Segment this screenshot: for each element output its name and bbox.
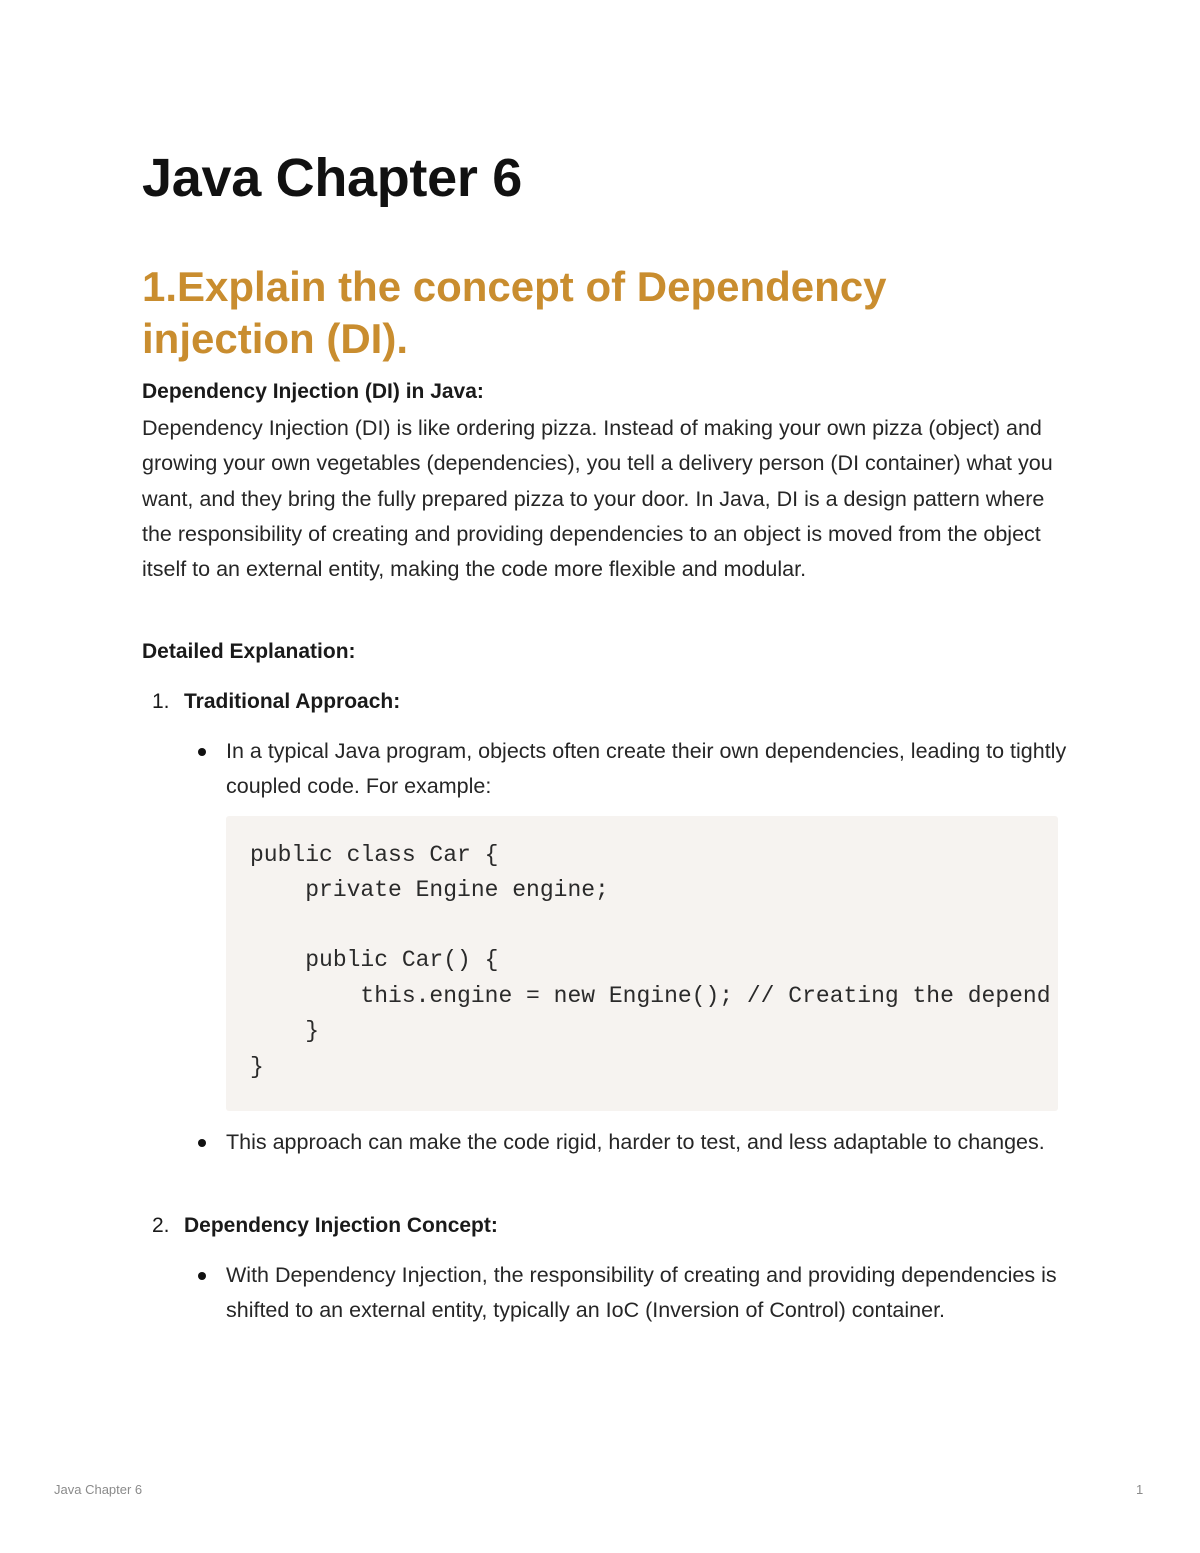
numbered-item-1: [152, 687, 400, 717]
document-title: Java Chapter 6: [142, 148, 522, 208]
code-block: [226, 816, 1058, 1111]
code-line: public Car() {: [250, 947, 499, 973]
code-line: private Engine engine;: [250, 877, 609, 903]
item-label: Dependency Injection Concept:: [184, 1214, 498, 1237]
intro-heading: Dependency Injection (DI) in Java:: [142, 380, 484, 403]
code-line: this.engine = new Engine(); // Creating the depend: [250, 983, 1051, 1009]
item-number: 2.: [152, 1214, 170, 1237]
bullet-item: [198, 1125, 1068, 1160]
bullet-dot-icon: [198, 748, 206, 756]
bullet-text: In a typical Java program, objects often create their own dependencies, leading to tightly coupled code. For example:: [226, 739, 1067, 799]
item-number: 1.: [152, 690, 170, 713]
bullet-dot-icon: [198, 1272, 206, 1280]
bullet-text: This approach can make the code rigid, harder to test, and less adaptable to changes.: [226, 1130, 1045, 1154]
code-line: }: [250, 1054, 264, 1080]
footer-doc-name: Java Chapter 6: [54, 1482, 143, 1497]
item-label: Traditional Approach:: [184, 690, 401, 713]
code-line: }: [250, 1018, 320, 1044]
footer-page-number: 1: [1136, 1482, 1144, 1497]
detailed-heading: Detailed Explanation:: [142, 640, 356, 663]
bullet-dot-icon: [198, 1139, 206, 1147]
numbered-item-2: [152, 1211, 498, 1241]
bullet-text: With Dependency Injection, the responsibility of creating and providing dependencies is shifted to an external entity, typically an IoC (Inversion of Control) container.: [226, 1263, 1057, 1323]
intro-paragraph: Dependency Injection (DI) is like ordering pizza. Instead of making your own pizza (object) and growing your own vegetables (dependencies), you tell a delivery person (DI container) what you want, and they bring the fully prepared pizza to your door. In Java, DI is a design pattern where the responsibility of creating and providing dependencies to an object is moved from the object itself to an external entity, making the code more flexible and modular.: [142, 416, 1053, 582]
bullet-item: [198, 734, 1068, 805]
bullet-item: [198, 1258, 1068, 1329]
question-heading: 1.Explain the concept of Dependency injection (DI).: [142, 263, 887, 362]
code-line: public class Car {: [250, 842, 499, 868]
